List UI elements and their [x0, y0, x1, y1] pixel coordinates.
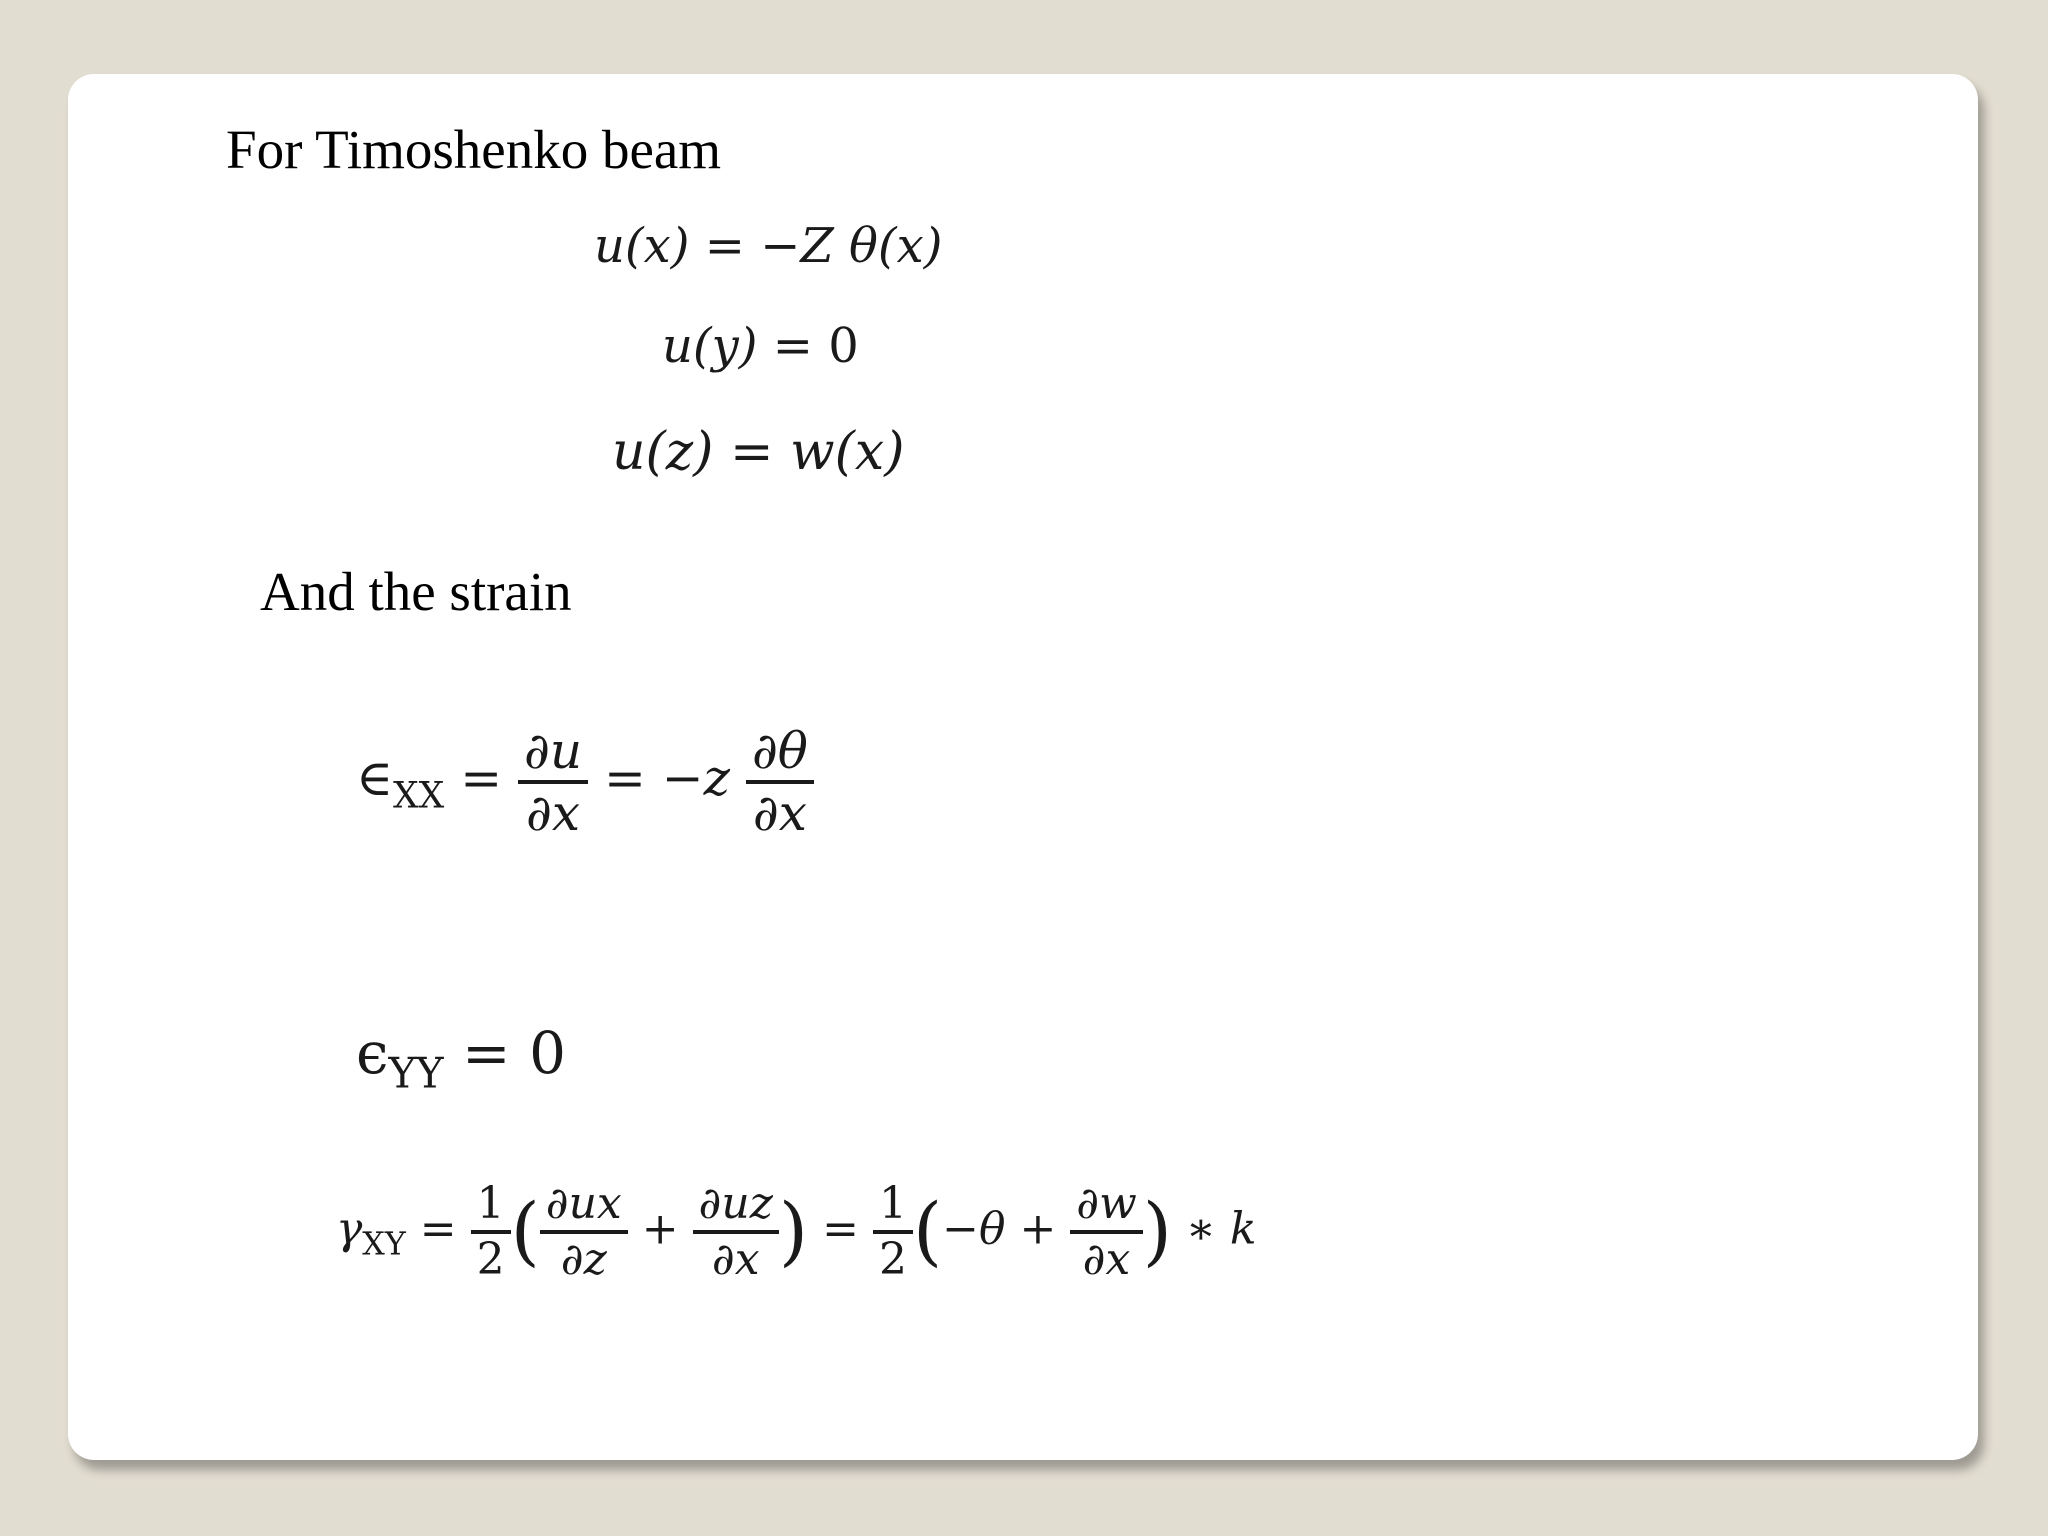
equation-strain-yy — [356, 1019, 566, 1098]
fraction-duz-dx-numerator: ∂uz — [693, 1182, 779, 1234]
ux-rhs: −Z θ(x) — [760, 218, 943, 274]
strain-xx-equals-1: = — [460, 749, 503, 807]
uy-equals: = — [772, 318, 813, 374]
shear-correction-factor: k — [1229, 1203, 1257, 1255]
fraction-one-half — [471, 1178, 511, 1285]
shear-equals-1: = — [419, 1203, 457, 1255]
fraction-du-dx — [518, 722, 588, 842]
equation-shear-strain-xy — [336, 1178, 1257, 1285]
strain-xx-coefficient: −z — [661, 749, 731, 807]
fraction-dw-dx — [1070, 1178, 1142, 1285]
ux-lhs: u(x) — [594, 218, 690, 274]
fraction-dtheta-dx-numerator: ∂θ — [746, 726, 814, 784]
multiply-sign: ∗ — [1185, 1203, 1216, 1255]
shear-equals-2: = — [822, 1203, 859, 1255]
shear-subscript: XY — [362, 1226, 406, 1263]
slide — [68, 74, 1978, 1460]
equation-uz — [612, 422, 905, 482]
fraction-duz-dx-denominator: ∂x — [711, 1234, 760, 1285]
fraction-dw-dx-denominator: ∂x — [1082, 1234, 1131, 1285]
right-parenthesis-2: ) — [1142, 1187, 1172, 1275]
equation-ux — [594, 218, 943, 274]
fraction-one-half-2-numerator: 1 — [873, 1182, 913, 1234]
strain-xx-equals-2: = — [603, 749, 646, 807]
strain-xx-symbol: ∈ — [356, 749, 394, 807]
fraction-one-half-denominator: 2 — [476, 1234, 505, 1285]
left-parenthesis: ( — [510, 1187, 540, 1275]
plus-sign-2: + — [1019, 1203, 1057, 1255]
fraction-du-dx-denominator: ∂x — [526, 784, 581, 842]
fraction-duz-dx — [693, 1178, 779, 1285]
strain-yy-symbol: ϵ — [356, 1019, 389, 1087]
right-parenthesis: ) — [778, 1187, 809, 1275]
ux-equals: = — [704, 218, 745, 274]
strain-yy-subscript: YY — [388, 1048, 444, 1098]
slide-title: For Timoshenko beam — [226, 119, 722, 180]
fraction-dtheta-dx — [746, 722, 814, 842]
fraction-du-dx-numerator: ∂u — [518, 726, 588, 784]
uy-rhs: 0 — [828, 318, 859, 374]
negative-theta: −θ — [942, 1203, 1006, 1255]
strain-yy-rhs: 0 — [529, 1019, 566, 1087]
fraction-dtheta-dx-denominator: ∂x — [752, 784, 807, 842]
strain-heading: And the strain — [260, 561, 572, 622]
fraction-dux-dz — [540, 1178, 628, 1285]
strain-xx-subscript: XX — [393, 775, 445, 817]
fraction-one-half-numerator: 1 — [471, 1182, 511, 1234]
fraction-one-half-2 — [873, 1178, 913, 1285]
uz-lhs: u(z) — [612, 422, 714, 482]
fraction-dux-dz-denominator: ∂z — [560, 1234, 607, 1285]
strain-yy-equals: = — [462, 1019, 511, 1087]
fraction-one-half-2-denominator: 2 — [878, 1234, 907, 1285]
uz-rhs: w(x) — [790, 422, 905, 482]
shear-symbol: γ — [336, 1203, 363, 1255]
equation-strain-xx — [356, 722, 814, 842]
fraction-dux-dz-numerator: ∂ux — [540, 1182, 628, 1234]
left-parenthesis-2: ( — [912, 1187, 943, 1275]
plus-sign-1: + — [641, 1203, 679, 1255]
fraction-dw-dx-numerator: ∂w — [1070, 1182, 1142, 1234]
equation-uy — [662, 318, 859, 374]
uy-lhs: u(y) — [662, 318, 758, 374]
uz-equals: = — [730, 422, 774, 482]
